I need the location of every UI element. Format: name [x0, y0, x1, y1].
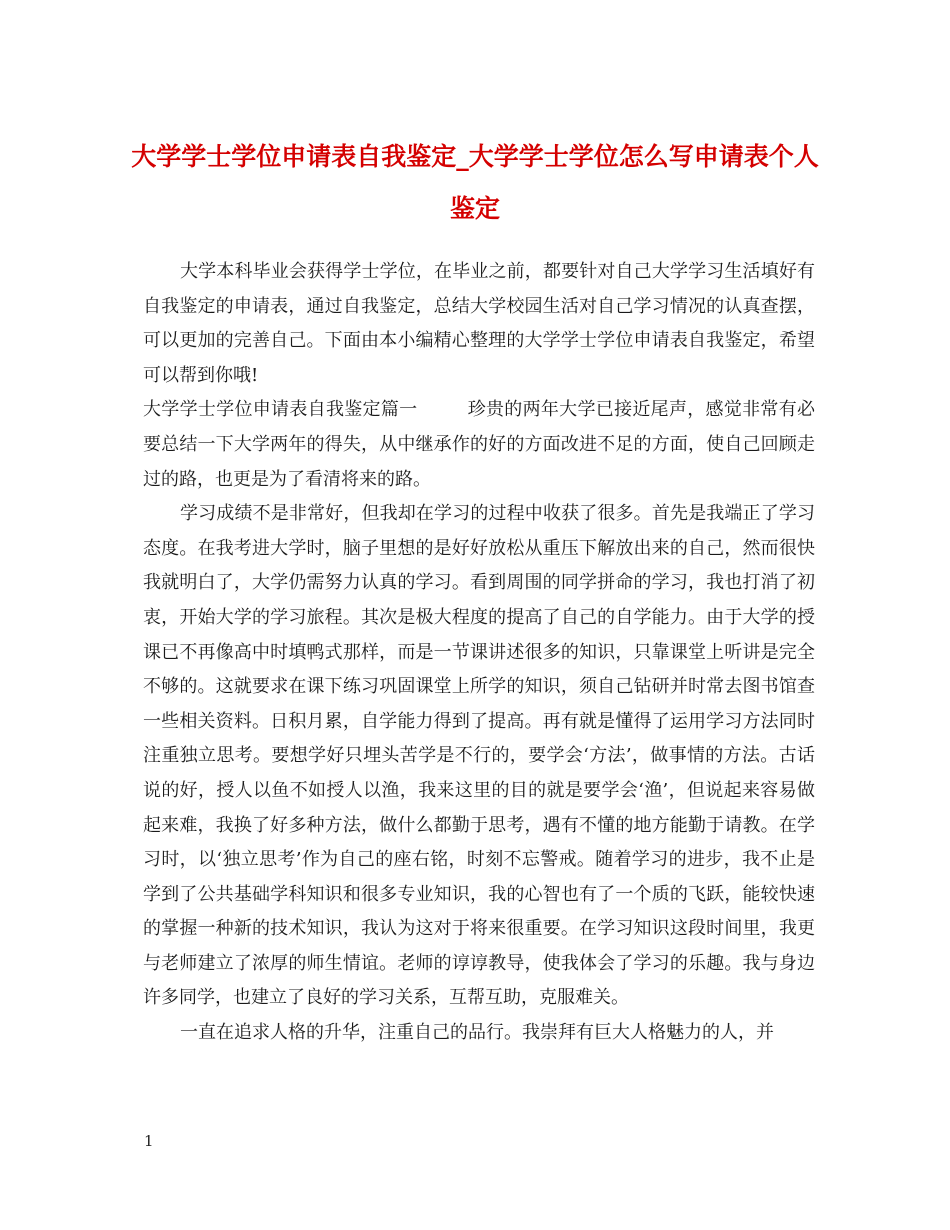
- section-lead-text: 珍贵的两年大学已接近尾声，感觉非常有必要总结一下大学两年的得失，从中继承作的好的方面改进不足的方面，使自己回顾走过的路，也更是为了看清将来的路。: [143, 399, 816, 490]
- study-paragraph: 学习成绩不是非常好，但我却在学习的过程中收获了很多。首先是我端正了学习态度。在我考进大学时，脑子里想的是好好放松从重压下解放出来的自己，然而很快我就明白了，大学仍需努力认真的学习。看到周围的同学拼命的学习，我也打消了初衷，开始大学的学习旅程。其次是极大程度的提高了自己的自学能力。由于大学的授课已不再像高中时填鸭式那样，而是一节课讲述很多的知识，只靠课堂上听讲是完全不够的。这就要求在课下练习巩固课堂上所学的知识，须自己钻研并时常去图书馆查一些相关资料。日积月累，自学能力得到了提高。再有就是懂得了运用学习方法同时注重独立思考。要想学好只埋头苦学是不行的，要学会‘方法’，做事情的方法。古话说的好，授人以鱼不如授人以渔，我来这里的目的就是要学会‘渔’，但说起来容易做起来难，我换了好多种方法，做什么都勤于思考，遇有不懂的地方能勤于请教。在学习时，以‘独立思考’作为自己的座右铭，时刻不忘警戒。随着学习的进步，我不止是学到了公共基础学科知识和很多专业知识，我的心智也有了一个质的飞跃，能较快速的掌握一种新的技术知识，我认为这对于将来很重要。在学习知识这段时间里，我更与老师建立了浓厚的师生情谊。老师的谆谆教导，使我体会了学习的乐趣。我与身边许多同学，也建立了良好的学习关系，互帮互助，克服难关。: [143, 503, 815, 1009]
- section-paragraph: [143, 393, 815, 497]
- document-body: [143, 255, 815, 1051]
- section-heading: 大学学士学位申请表自我鉴定篇一: [143, 399, 418, 421]
- character-paragraph: 一直在追求人格的升华，注重自己的品行。我崇拜有巨大人格魅力的人，并: [180, 1022, 774, 1044]
- document-title: 大学学士学位申请表自我鉴定_大学学士学位怎么写申请表个人鉴定: [131, 142, 819, 223]
- page-number: 1: [144, 1132, 154, 1150]
- intro-paragraph: 大学本科毕业会获得学士学位，在毕业之前，都要针对自己大学学习生活填好有自我鉴定的申请表，通过自我鉴定，总结大学校园生活对自己学习情况的认真查摆，可以更加的完善自己。下面由本小编精心整理的大学学士学位申请表自我鉴定，希望可以帮到你哦!: [143, 261, 815, 386]
